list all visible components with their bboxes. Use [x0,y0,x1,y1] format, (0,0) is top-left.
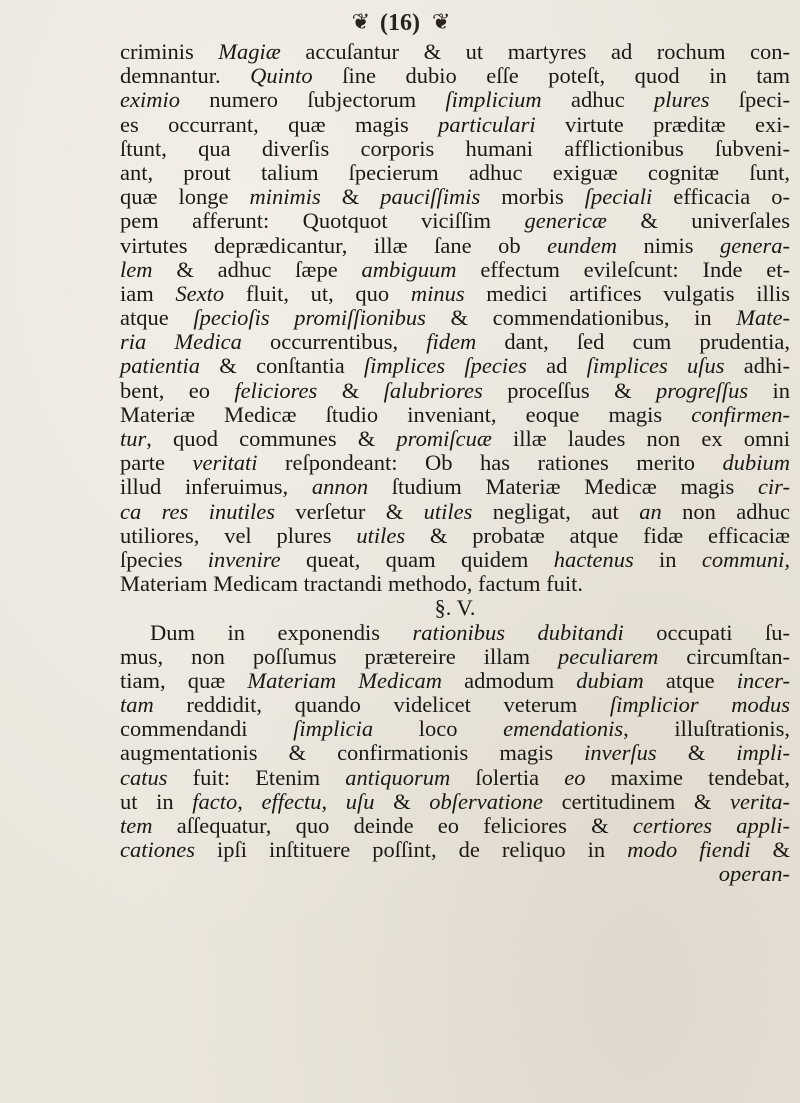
text-run: effectum evileſcunt: Inde et- [456,256,790,282]
italic-text: feliciores [234,377,318,403]
italic-text: patientia [120,353,200,379]
text-line [120,766,790,790]
italic-text: facto [192,788,238,814]
italic-text: operan- [718,861,790,887]
text-line [120,258,790,282]
text-line [120,64,790,88]
italic-text: fidem [426,329,477,355]
text-line [120,838,790,862]
text-line [120,306,790,330]
text-run: & univerſales [606,208,791,234]
text-run: & conſtantia [200,353,364,379]
text-line [120,451,790,475]
text-run: negligat, aut [472,498,640,524]
text-line [120,379,790,403]
section-heading [120,596,790,620]
text-run: quæ longe [120,184,250,210]
italic-text: utiles [423,498,473,524]
text-run: maxime tendebat, [585,764,790,790]
text-run: demnantur. [120,63,251,89]
italic-text: Magiæ [218,39,281,64]
text-line [120,234,790,258]
italic-text: verita- [730,788,790,814]
italic-text: catus [120,764,168,790]
text-run: ſpeci- [709,87,790,113]
text-run: occupati ſu- [623,619,790,645]
text-run: ut in [120,788,193,814]
text-line [120,137,790,161]
italic-text: ſimplicia [293,716,374,742]
text-run: & [317,377,384,403]
text-run: circumſtan- [658,643,790,669]
italic-text: particulari [438,111,536,137]
body-text [120,40,790,887]
text-run: nimis [617,232,721,258]
text-run: & commendationibus, in [425,305,737,331]
italic-text: tem [120,813,153,838]
text-run: adhuc [541,87,655,113]
text-line [120,572,790,596]
italic-text: Quinto [250,63,313,89]
text-line [120,790,790,814]
italic-text: ſimplicium [445,87,542,113]
text-run: ſtudium Materiæ Medicæ magis [368,474,758,500]
text-run: , [321,788,346,814]
text-run: adhi- [724,353,791,379]
text-run: Dum in exponendis [150,619,413,645]
text-run: proceſſus & [482,377,656,403]
italic-text: ſpecioſis promiſſionibus [193,305,426,331]
text-run: ſtunt, qua diverſis corporis humani afflictionibus ſubveni- [120,135,790,161]
italic-text: dubium [722,450,791,476]
italic-text: ca res inutiles [120,498,275,524]
text-run: Materiæ Medicæ ſtudio inveniant, eoque magis [120,401,692,427]
italic-text: ambiguum [361,256,457,282]
text-line [120,354,790,378]
text-line [120,88,790,112]
italic-text: confirmen- [691,401,790,427]
text-line [120,621,790,645]
text-line [120,40,790,64]
italic-text: progreſſus [655,377,749,403]
text-run: numero ſubjectorum [179,87,446,113]
italic-text: Materiam Medicam [247,667,442,693]
text-run: ſine dubio eſſe poteſt, quod in tam [312,63,790,89]
text-line [120,717,790,741]
text-line [120,475,790,499]
page-number: (16) [380,10,420,36]
text-run: & [320,184,381,210]
italic-text: minimis [249,184,321,210]
text-run: & probatæ atque fidæ efficaciæ [405,522,791,548]
left-ornament-icon: ❦ [351,10,368,35]
italic-text: inverſus [584,740,657,766]
text-line [120,669,790,693]
text-line [120,330,790,354]
italic-text: Sexto [175,280,225,306]
text-run: & [750,837,790,863]
text-run: commendandi [120,716,294,742]
text-run: & adhuc ſæpe [152,256,362,282]
italic-text: effectu [261,788,322,814]
text-run: & [656,740,737,766]
italic-text: obſervatione [429,788,543,814]
italic-text: emendationis [503,716,624,742]
italic-text: ſimplices uſus [586,353,725,379]
text-line [120,161,790,185]
page-header [0,10,800,36]
text-run: medici artifices vulgatis illis [464,280,790,306]
text-run: in [748,377,790,403]
text-run: efficacia o- [652,184,790,210]
italic-text: cir- [757,474,790,500]
italic-text: minus [410,280,465,306]
text-run: ad [526,353,587,379]
italic-text: uſu [345,788,375,814]
text-run: utiliores, vel plures [120,522,357,548]
text-run: es occurrant, quæ magis [120,111,439,137]
text-run: augmentationis & confirmationis magis [120,740,585,766]
italic-text: ſpeciali [584,184,653,210]
italic-text: antiquorum [345,764,451,790]
text-run: parte [120,450,193,476]
text-run: reddidit, quando videlicet veterum [153,692,610,718]
text-line [120,282,790,306]
text-run: occurrentibus, [241,329,427,355]
text-run: queat, quam quidem [280,546,554,572]
text-line [120,524,790,548]
italic-text: genera- [720,232,791,258]
italic-text: eo [564,764,586,790]
text-run: & [374,788,430,814]
text-run: morbis [480,184,585,210]
text-run: reſpondeant: Ob has rationes merito [257,450,723,476]
text-run: in [633,546,702,572]
text-run: aſſequatur, quo deinde eo feliciores & [152,813,633,838]
text-line [120,185,790,209]
italic-text: veritati [192,450,258,476]
italic-text: genericæ [524,208,607,234]
text-line [120,548,790,572]
italic-text: dubiam [576,667,644,693]
italic-text: rationibus dubitandi [412,619,624,645]
text-run: bent, eo [120,377,235,403]
text-run: iam [120,280,176,306]
italic-text: ſimplices ſpecies [363,353,527,379]
text-line [120,645,790,669]
italic-text: eundem [547,232,618,258]
catchword [120,862,790,886]
text-line [120,209,790,233]
italic-text: modo fiendi [627,837,751,863]
text-run: loco [373,716,504,742]
text-line [120,113,790,137]
text-run: pem afferunt: Quotquot viciſſim [120,208,525,234]
italic-text: cationes [120,837,195,863]
italic-text: invenire [207,546,281,572]
text-run: , illuſtrationis, [623,716,790,742]
text-run: fluit, ut, quo [224,280,411,306]
italic-text: hactenus [553,546,634,572]
italic-text: annon [311,474,369,500]
right-ornament-icon: ❦ [431,10,449,35]
text-run: ant, prout talium ſpecierum adhuc exiguæ cognitæ ſunt, [120,159,790,185]
text-run: tiam, quæ [120,667,248,693]
italic-text: pauciſſimis [380,184,481,210]
italic-text: incer- [736,667,790,693]
text-run: illud inferuimus, [120,474,312,500]
text-line [120,741,790,765]
text-run: non adhuc [661,498,791,524]
text-line [120,427,790,451]
italic-text: tam [120,692,154,718]
text-run: ipſi inſtituere poſſint, de reliquo in [194,837,628,863]
italic-text: Mate- [736,305,790,331]
text-run: dant, ſed cum prudentia, [476,329,790,355]
text-run: criminis [120,39,219,64]
text-run: atque [120,305,194,331]
text-run: verſetur & [274,498,424,524]
italic-text: utiles [356,522,406,548]
text-run: , [237,788,262,814]
text-line [120,403,790,427]
italic-text: eximio [120,87,180,113]
text-run: mus, non poſſumus prætereire illam [120,643,558,669]
text-run: illæ laudes non ex omni [491,426,791,451]
text-line [120,814,790,838]
italic-text: lem [120,256,153,282]
italic-text: ſimplicior modus [609,692,790,718]
text-line [120,693,790,717]
text-run: fuit: Etenim [167,764,346,790]
text-run: admodum [441,667,577,693]
italic-text: certiores appli- [632,813,790,838]
italic-text: tur [120,426,147,451]
text-run: certitudinem & [542,788,731,814]
text-run: Materiam Medicam tractandi methodo, factum fuit. [120,571,583,597]
text-run: ſolertia [450,764,565,790]
text-run: virtutes deprædicantur, illæ ſane ob [120,232,548,258]
italic-text: impli- [736,740,790,766]
text-run: accuſantur & ut martyres ad rochum con- [280,39,790,64]
text-run: , quod communes & [146,426,397,451]
italic-text: peculiarem [557,643,659,669]
italic-text: an [639,498,662,524]
text-run: virtute præditæ exi- [535,111,790,137]
italic-text: ria Medica [120,329,242,355]
italic-text: ſalubriores [383,377,483,403]
text-line [120,500,790,524]
italic-text: promiſcuæ [396,426,492,451]
italic-text: plures [654,87,710,113]
text-run: ſpecies [120,546,208,572]
text-run: §. V. [434,595,476,621]
text-run: atque [643,667,737,693]
italic-text: communi, [701,546,790,572]
